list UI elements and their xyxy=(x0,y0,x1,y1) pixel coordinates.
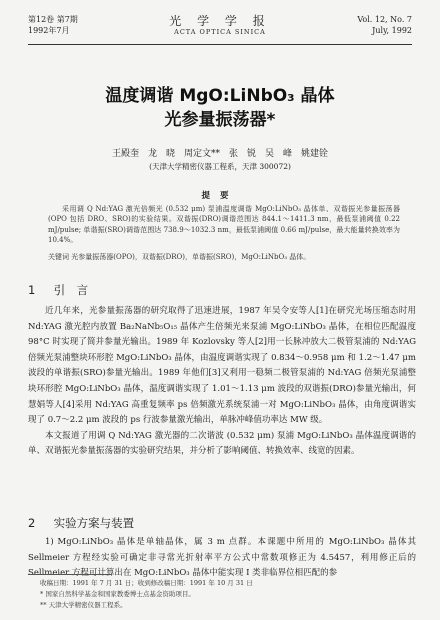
section-number: 2 xyxy=(28,516,36,530)
journal-header xyxy=(28,14,412,44)
footnote-received: 收稿日期：1991 年 7 月 31 日；收到修改稿日期：1991 年 10 月 31 日 xyxy=(40,579,253,587)
journal-name-cn: 光 学 学 报 xyxy=(169,14,271,28)
title-line-1: 温度调谐 MgO:LiNbO₃ 晶体 xyxy=(105,86,335,106)
title-line-2: 光参量振荡器* xyxy=(164,110,276,130)
keywords-label: 关键词 xyxy=(48,253,69,261)
volume-issue-en: Vol. 12, No. 7 xyxy=(357,15,412,24)
volume-issue: 第12卷 第7期 xyxy=(28,15,78,24)
paper-title xyxy=(0,84,440,132)
journal-name-en: ACTA OPTICA SINICA xyxy=(174,28,266,36)
footnote-divider xyxy=(28,574,112,575)
author-list: 王殿奎 龙 晓 周定文** 张 锐 吴 峰 姚建铨 xyxy=(111,149,328,159)
section-heading-1 xyxy=(28,282,88,298)
section-title: 引 言 xyxy=(53,283,89,297)
abstract-heading: 提要 xyxy=(201,191,239,201)
abstract-text: 采用调 Q Nd:YAG 激光倍频光 (0.532 μm) 泵浦温度调谐 MgO:LiNbO₃ 晶体单、双谐振光参量振荡器(OPO 包括 DRO、SRO)的实验结果。双谐振(DRO)调谐范围达 844.1～1411.3 nm，最低泵浦阈值 0.22 mJ/pulse; 单谐振(SRO)调谐范围达 738.9～1032.3 nm，最低泵浦阈值 0.66 mJ/pulse，最大能量转换效率为 10.4%。 xyxy=(48,205,400,245)
footnotes xyxy=(40,578,253,611)
keywords-list: 光参量振荡器(OPO)，双谐振(DRO)，单谐振(SRO)，MgO:LiNbO₃ 晶体。 xyxy=(71,253,311,261)
issue-date: 1992年7月 xyxy=(28,26,70,35)
paragraph: 本文报道了用调 Q Nd:YAG 激光器的二次谐波 (0.532 μm) 泵浦 MgO:LiNbO₃ 晶体温度调谐的单、双谐振光参量振荡器的实验研究结果，并分析了影响阈值、转换效率、线宽的因素。 xyxy=(28,430,416,457)
section-number: 1 xyxy=(28,283,36,297)
header-divider xyxy=(28,44,412,45)
journal-name xyxy=(28,14,412,37)
section-1-body xyxy=(28,304,416,460)
footnote-fund: * 国家自然科学基金和国家教委博士点基金资助项目。 xyxy=(40,590,195,598)
section-heading-2 xyxy=(28,515,134,531)
section-title: 实验方案与装置 xyxy=(53,516,135,530)
header-right xyxy=(357,14,412,36)
affiliation: (天津大学精密仪器工程系，天津 300072) xyxy=(149,162,291,171)
keywords xyxy=(48,252,400,262)
footnote-note: ** 天津大学精密仪器工程系。 xyxy=(40,601,127,609)
paragraph: 近几年来，光参量振荡器的研究取得了迅速进展，1987 年吴令安等人[1]在研究光场压缩态时用 Nd:YAG 激光腔内放置 Ba₂NaNb₅O₁₅ 晶体产生倍频光来泵浦 MgO:LiNbO₃ 晶体，在相位匹配温度 98°C 时实现了简并参量光输出。1989 年 Kozlovsky 等人[2]用一长脉冲放大二极管泵浦的 Nd:YAG 倍频光泵浦整块环形腔 MgO:LiNbO₃ 晶体，由温度调谐实现了 0.834～0.958 μm 和 1.2～1.47 μm 波段的单谐振(SRO)参量光输出。1989 年他们[3]又利用一稳频二极管泵浦的 Nd:YAG 倍频光泵浦整块环形腔 MgO:LiNbO₃ 晶体，温度调谐实现了 1.01～1.13 μm 波段的双谐振(DRO)参量光输出，何慧娟等人[4]采用 Nd:YAG 高重复频率 ps 倍频激光系统泵浦一对 MgO:LiNbO₃ 晶体，由角度调谐实现了 0.7～2.2 μm 波段的 ps 行波参量激光输出，单脉冲峰值功率达 MW 级。 xyxy=(28,306,416,426)
issue-date-en: July, 1992 xyxy=(372,26,412,35)
paragraph: 1) MgO:LiNbO₃ 晶体是单轴晶体，属 3 m 点群。本课题中所用的 MgO:LiNbO₃ 晶体其 Sellmeier 方程经实验可确定非寻常光折射率平方公式中常数项修正为 4.5457，利用修正后的 Sellmeier 方程可计算出在 MgO:LiNbO₃ 晶体中能实现 I 类非临界位相匹配的参 xyxy=(28,537,416,579)
